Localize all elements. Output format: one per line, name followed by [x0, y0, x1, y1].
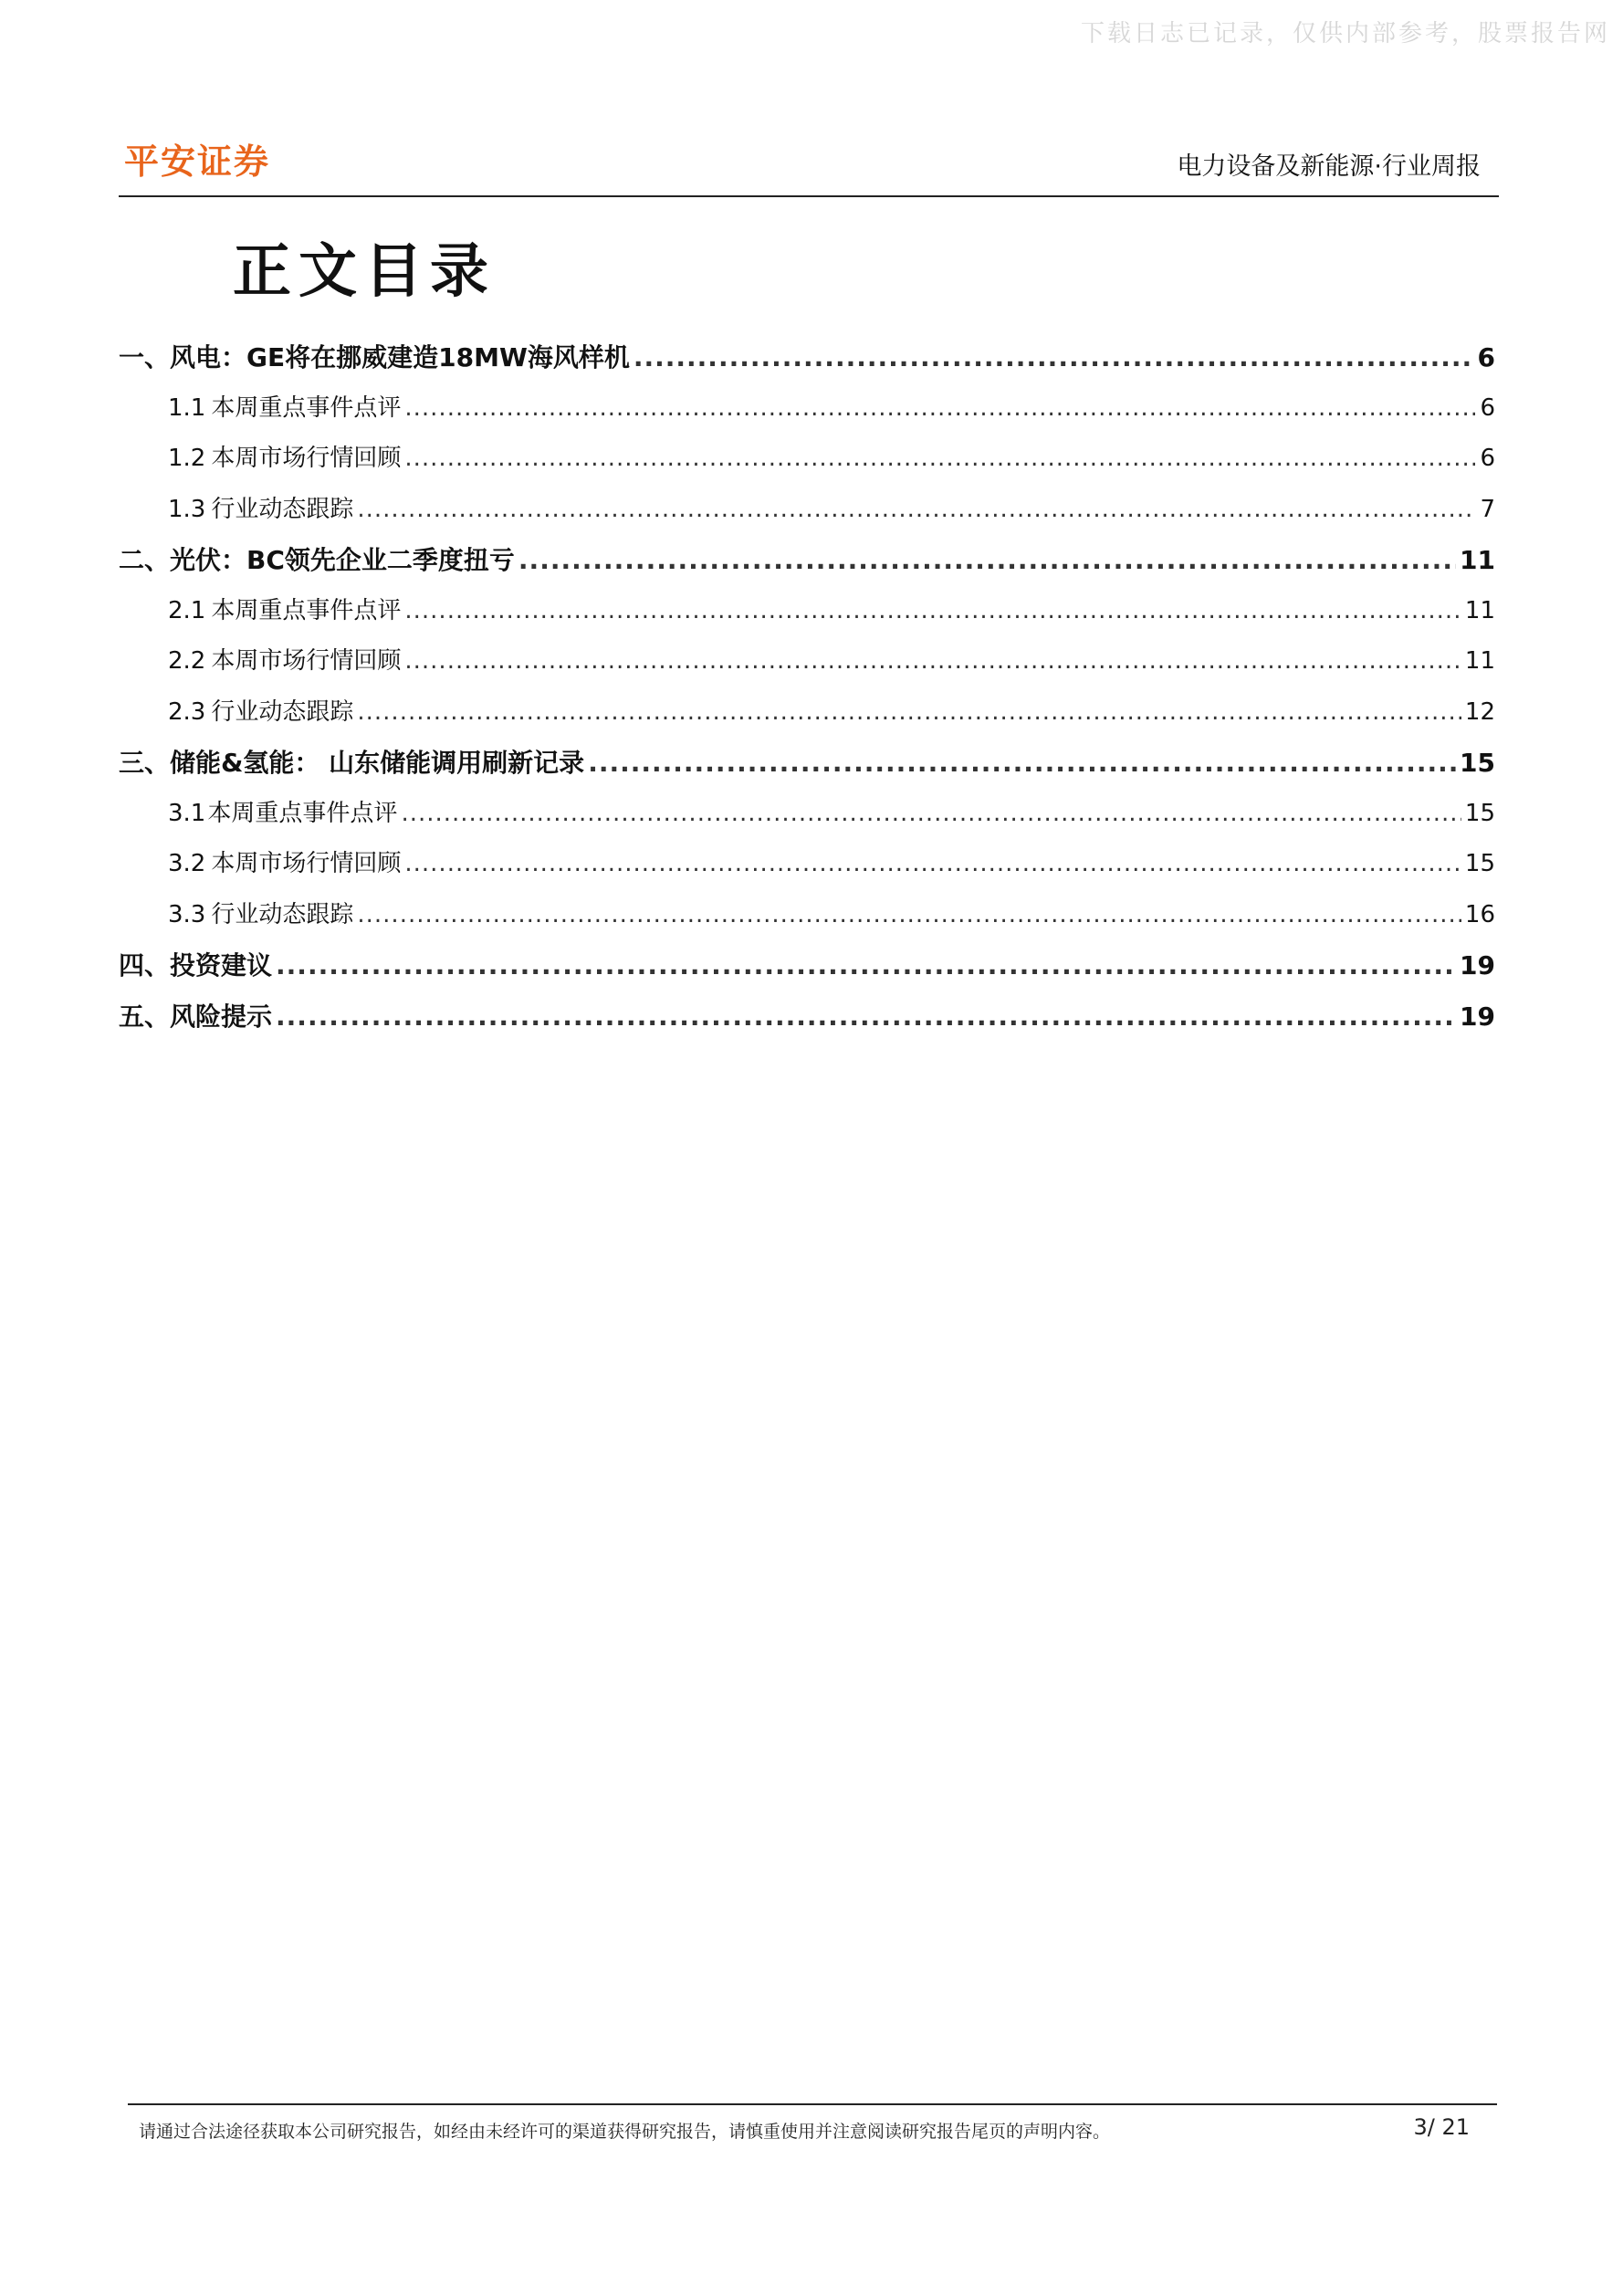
toc-entry-2-3[interactable] — [119, 693, 1495, 744]
toc-entry-3-1[interactable] — [119, 794, 1495, 845]
toc-dot-leader — [357, 901, 1461, 928]
toc-entry-number: 3.1 — [168, 799, 206, 827]
toc-entry-3-2[interactable] — [119, 844, 1495, 896]
toc-entry-page: 6 — [1477, 342, 1495, 372]
toc-entry-title: 本周重点事件点评 — [207, 799, 398, 827]
toc-dot-leader — [357, 698, 1461, 726]
toc-entry-1-1[interactable] — [119, 389, 1495, 440]
toc-entry-number: 三、 — [119, 748, 171, 778]
toc-dot-leader — [518, 545, 1456, 575]
table-of-contents — [119, 338, 1495, 1047]
toc-entry-section-1[interactable] — [119, 338, 1495, 389]
toc-entry-1-2[interactable] — [119, 439, 1495, 490]
toc-entry-title: 本周重点事件点评 — [211, 393, 402, 422]
toc-dot-leader — [404, 647, 1461, 675]
toc-entry-page: 6 — [1480, 393, 1495, 422]
toc-entry-title: 光伏：BC领先企业二季度扭亏 — [170, 545, 515, 575]
footer-disclaimer: 请通过合法途径获取本公司研究报告，如经由未经许可的渠道获得研究报告，请慎重使用并注意阅读研究报告尾页的声明内容。 — [139, 2122, 1111, 2142]
toc-entry-number: 2.2 — [168, 647, 206, 675]
toc-heading: 正文目录 — [233, 238, 496, 306]
toc-entry-title: 投资建议 — [170, 950, 273, 980]
toc-entry-title: 行业动态跟踪 — [211, 697, 354, 726]
toc-entry-1-3[interactable] — [119, 490, 1495, 541]
toc-entry-section-3[interactable] — [119, 743, 1495, 794]
toc-entry-number: 3.2 — [168, 850, 206, 877]
toc-entry-page: 11 — [1460, 545, 1495, 575]
toc-entry-number: 2.3 — [168, 697, 206, 726]
toc-entry-page: 11 — [1464, 647, 1495, 675]
toc-dot-leader — [404, 394, 1475, 422]
toc-entry-2-2[interactable] — [119, 642, 1495, 693]
toc-entry-page: 12 — [1464, 697, 1495, 726]
toc-entry-number: 2.1 — [168, 596, 206, 624]
toc-entry-title: 本周市场行情回顾 — [211, 647, 402, 675]
toc-entry-section-5[interactable] — [119, 997, 1495, 1048]
toc-entry-number: 四、 — [119, 950, 171, 980]
toc-entry-3-3[interactable] — [119, 896, 1495, 947]
toc-entry-page: 19 — [1460, 950, 1495, 980]
toc-dot-leader — [404, 445, 1475, 472]
toc-entry-number: 1.1 — [168, 393, 206, 422]
footer-divider — [128, 2103, 1497, 2105]
toc-dot-leader — [633, 342, 1474, 372]
toc-entry-number: 一、 — [119, 342, 171, 372]
toc-entry-number: 1.3 — [168, 495, 206, 523]
toc-entry-page: 19 — [1460, 1001, 1495, 1032]
toc-entry-page: 7 — [1480, 495, 1495, 523]
toc-entry-number: 3.3 — [168, 900, 206, 928]
toc-dot-leader — [588, 748, 1456, 778]
toc-entry-page: 6 — [1480, 445, 1495, 472]
toc-entry-title: 本周重点事件点评 — [211, 596, 402, 624]
toc-entry-section-2[interactable] — [119, 540, 1495, 592]
toc-entry-page: 15 — [1460, 748, 1495, 778]
toc-dot-leader — [357, 496, 1475, 523]
toc-entry-title: 储能&氢能： 山东储能调用刷新记录 — [170, 748, 585, 778]
toc-entry-number: 五、 — [119, 1001, 171, 1032]
toc-entry-number: 1.2 — [168, 445, 206, 472]
page-number: 3/ 21 — [1413, 2114, 1470, 2140]
toc-entry-title: 行业动态跟踪 — [211, 900, 354, 928]
toc-entry-title: 本周市场行情回顾 — [211, 850, 402, 877]
toc-entry-page: 15 — [1464, 799, 1495, 827]
header-divider — [119, 195, 1499, 197]
toc-entry-page: 11 — [1464, 596, 1495, 624]
watermark-text: 下载日志已记录，仅供内部参考，股票报告网 — [1080, 20, 1610, 47]
toc-entry-section-4[interactable] — [119, 946, 1495, 997]
toc-entry-title: 风电：GE将在挪威建造18MW海风样机 — [170, 342, 630, 372]
toc-entry-2-1[interactable] — [119, 592, 1495, 643]
toc-entry-title: 行业动态跟踪 — [211, 495, 354, 523]
toc-entry-page: 16 — [1464, 900, 1495, 928]
toc-dot-leader — [401, 800, 1461, 827]
toc-dot-leader — [404, 850, 1461, 877]
toc-entry-title: 风险提示 — [170, 1001, 273, 1032]
toc-dot-leader — [276, 1001, 1456, 1032]
report-category: 电力设备及新能源·行业周报 — [1177, 152, 1481, 181]
company-logo: 平安证券 — [124, 142, 271, 182]
toc-dot-leader — [404, 597, 1461, 624]
toc-entry-title: 本周市场行情回顾 — [211, 445, 402, 472]
toc-dot-leader — [276, 950, 1456, 980]
toc-entry-number: 二、 — [119, 545, 171, 575]
toc-entry-page: 15 — [1464, 850, 1495, 877]
